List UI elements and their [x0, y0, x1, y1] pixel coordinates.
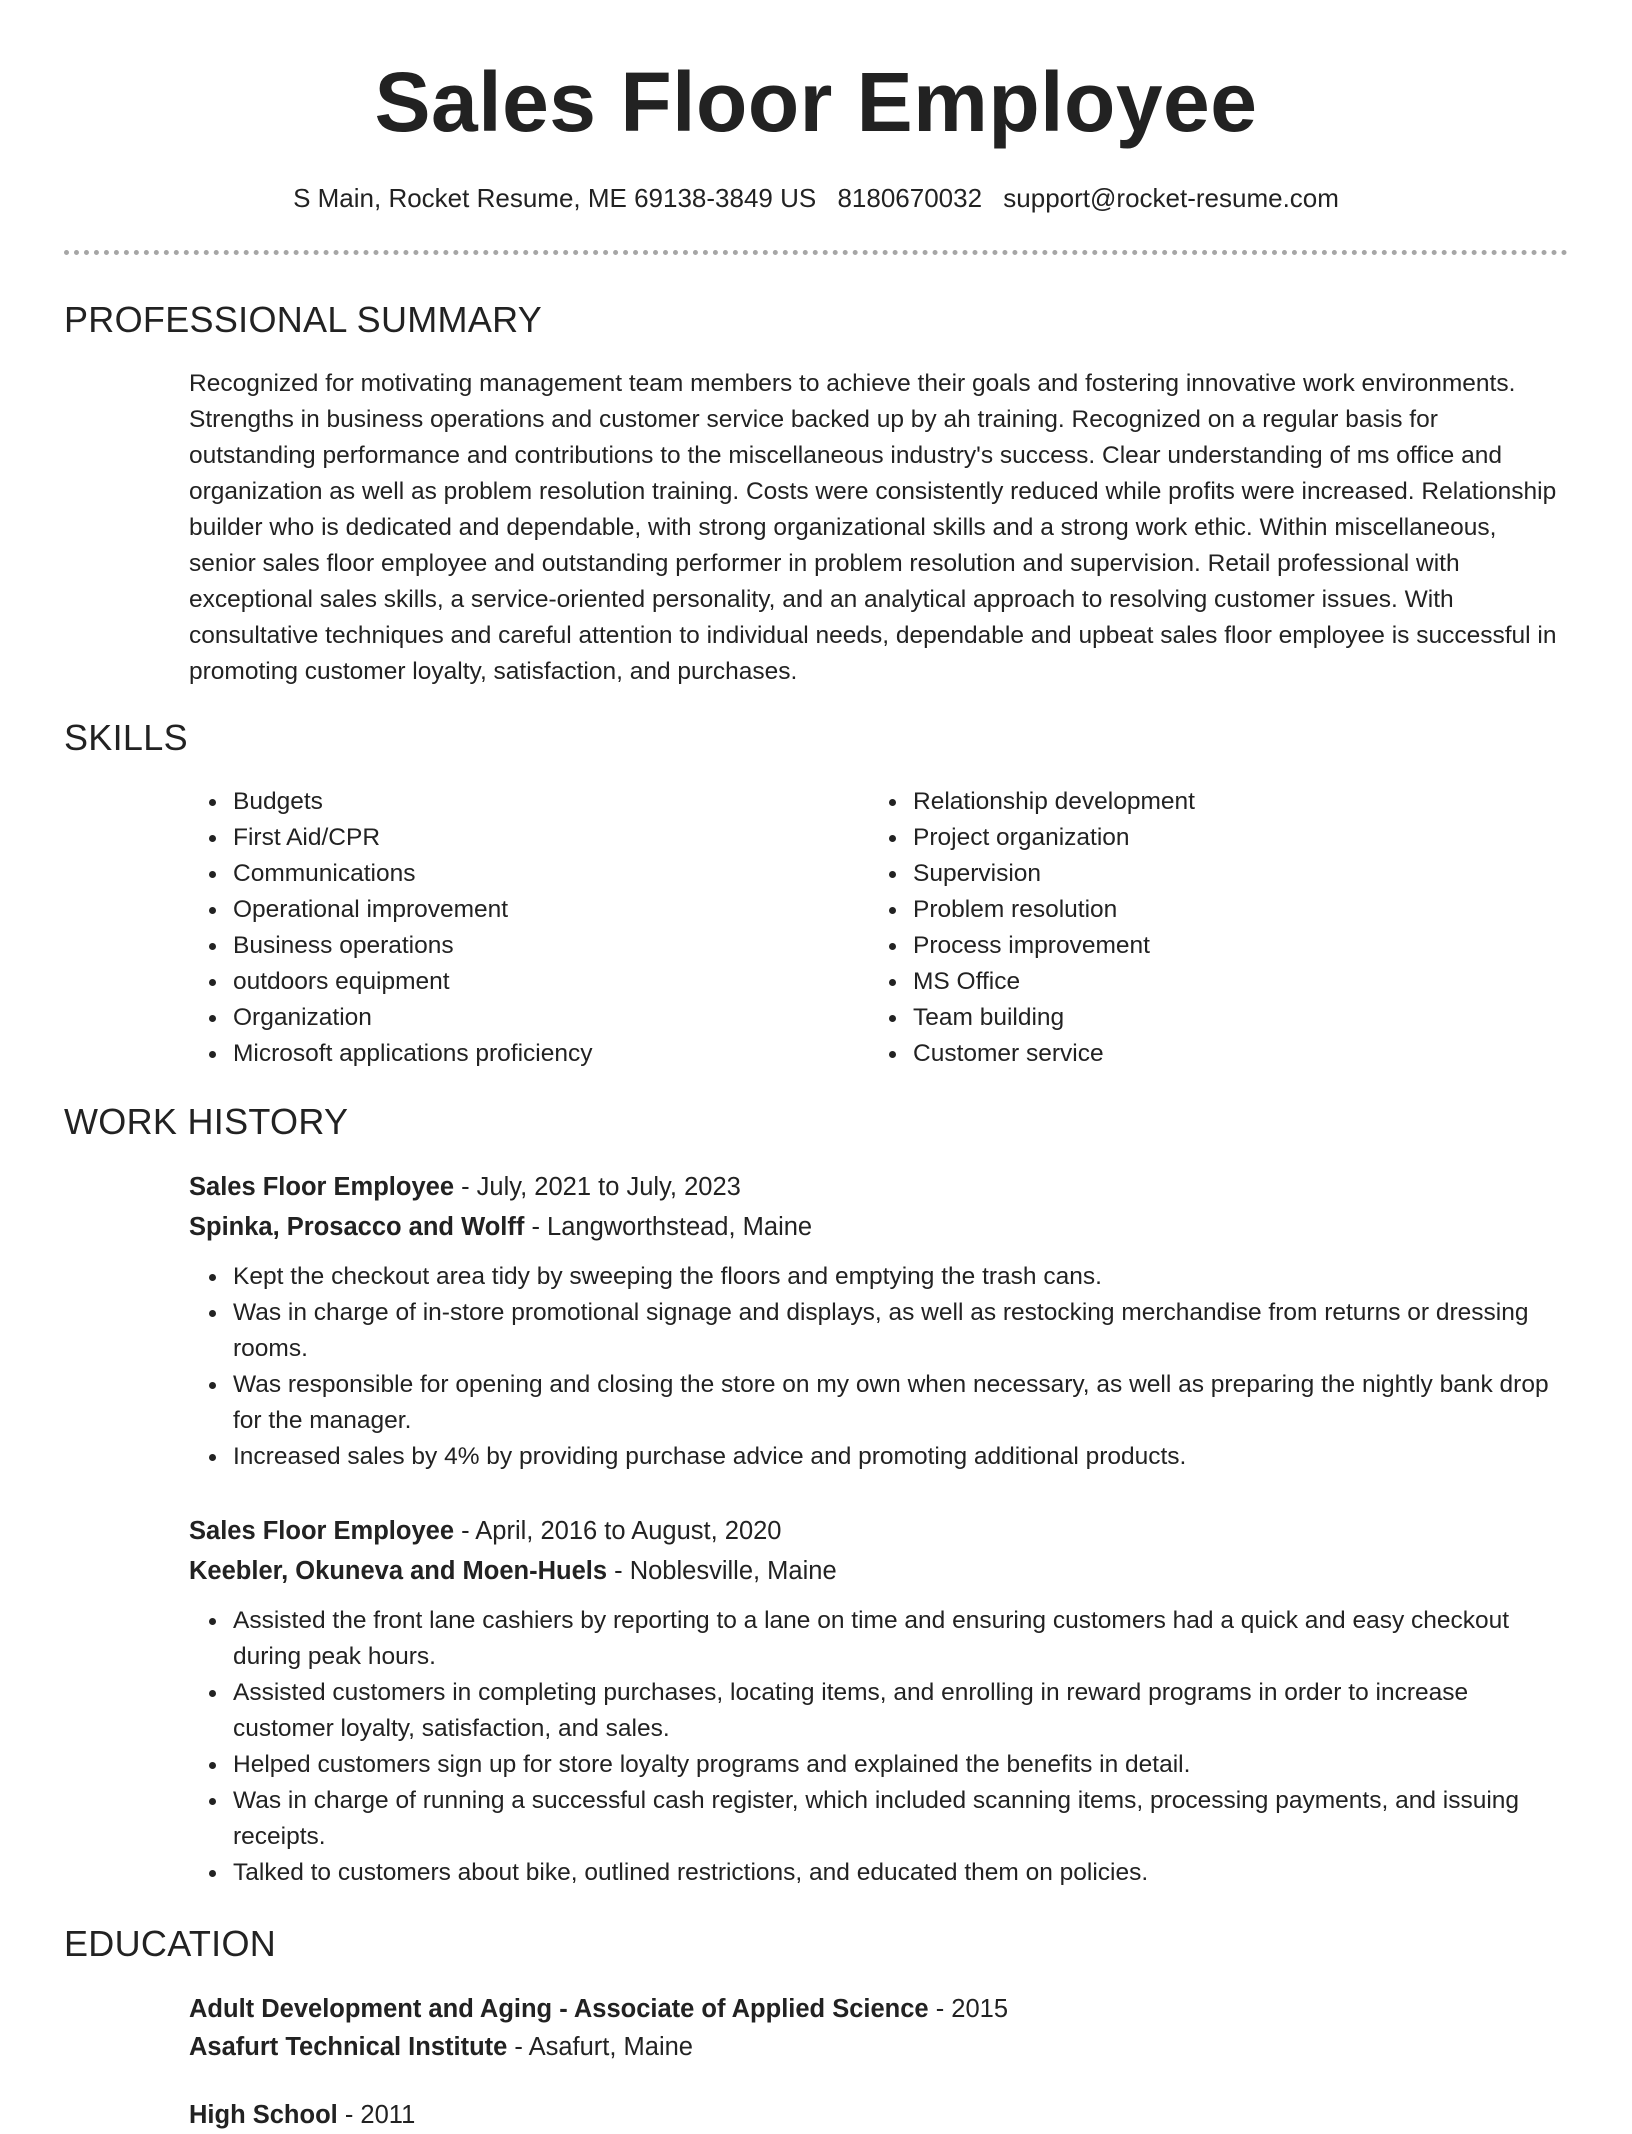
job-title-line — [189, 1167, 1569, 1207]
header-divider — [64, 250, 1568, 255]
contact-address: S Main, Rocket Resume, ME 69138-3849 US — [293, 183, 817, 213]
job-bullet: Was in charge of in-store promotional signage and displays, as well as restocking merchandise from returns or dressing rooms. — [233, 1295, 1569, 1367]
skill-item: Customer service — [913, 1036, 1195, 1072]
contact-phone: 8180670032 — [837, 183, 983, 213]
job-bullet: Was responsible for opening and closing the store on my own when necessary, as well as preparing the nightly bank drop for the manager. — [233, 1367, 1569, 1439]
contact-line — [0, 180, 1632, 216]
skill-item: Organization — [233, 1000, 593, 1036]
job-bullet: Kept the checkout area tidy by sweeping the floors and emptying the trash cans. — [233, 1259, 1569, 1295]
job-bullet: Assisted the front lane cashiers by reporting to a lane on time and ensuring customers had a quick and easy checkout during peak hours. — [233, 1603, 1569, 1675]
skills-list-left — [189, 784, 593, 1072]
education-year: - 2011 — [337, 2101, 416, 2129]
job-location: - Noblesville, Maine — [607, 1557, 837, 1585]
skill-item: First Aid/CPR — [233, 820, 593, 856]
job-bullet: Increased sales by 4% by providing purchase advice and promoting additional products. — [233, 1439, 1569, 1475]
skill-item: Relationship development — [913, 784, 1195, 820]
skill-item: Operational improvement — [233, 892, 593, 928]
job-company-line — [189, 1551, 1569, 1591]
job-dates: - April, 2016 to August, 2020 — [454, 1517, 782, 1545]
summary-heading: PROFESSIONAL SUMMARY — [64, 299, 543, 340]
job-bullet: Was in charge of running a successful cash register, which included scanning items, processing payments, and issuing receipts. — [233, 1783, 1569, 1855]
job-bullets — [189, 1603, 1569, 1891]
job-company-line — [189, 1207, 1569, 1247]
education-school-line — [189, 2028, 1569, 2066]
job-bullet: Talked to customers about bike, outlined restrictions, and educated them on policies. — [233, 1855, 1569, 1891]
skill-item: Project organization — [913, 820, 1195, 856]
skill-item: Budgets — [233, 784, 593, 820]
skill-item: outdoors equipment — [233, 964, 593, 1000]
skill-item: MS Office — [913, 964, 1195, 1000]
job-title: Sales Floor Employee — [189, 1173, 455, 1201]
skill-item: Supervision — [913, 856, 1195, 892]
skill-item: Microsoft applications proficiency — [233, 1036, 593, 1072]
education-degree-line — [189, 1990, 1569, 2028]
education-entry — [189, 2096, 1569, 2134]
education-degree-line — [189, 2096, 1569, 2134]
job-bullets — [189, 1259, 1569, 1475]
job-company: Keebler, Okuneva and Moen-Huels — [189, 1557, 608, 1585]
job-entry — [189, 1167, 1569, 1475]
summary-text: Recognized for motivating management team members to achieve their goals and fostering innovative work environments. Strengths in business operations and customer service backed up by ah training. Recognized on a regular basis for outstanding performance and contributions to the miscellaneous industry's success. Clear understanding of ms office and organization as well as problem resolution training. Costs were consistently reduced while profits were increased. Relationship builder who is dedicated and dependable, with strong organizational skills and a strong work ethic. Within miscellaneous, senior sales floor employee and outstanding performer in problem resolution and supervision. Retail professional with exceptional sales skills, a service-oriented personality, and an analytical approach to resolving customer issues. With consultative techniques and careful attention to individual needs, dependable and upbeat sales floor employee is successful in promoting customer loyalty, satisfaction, and purchases. — [189, 370, 1557, 685]
skills-heading: SKILLS — [64, 717, 188, 758]
resume-title: Sales Floor Employee — [374, 55, 1258, 149]
education-entry — [189, 1990, 1569, 2066]
education-year: - 2015 — [928, 1995, 1008, 2023]
education-degree: High School — [189, 2101, 338, 2129]
skills-list-right — [869, 784, 1195, 1072]
job-bullet: Helped customers sign up for store loyalty programs and explained the benefits in detail. — [233, 1747, 1569, 1783]
skill-item: Communications — [233, 856, 593, 892]
job-dates: - July, 2021 to July, 2023 — [454, 1173, 741, 1201]
contact-email: support@rocket-resume.com — [1003, 183, 1339, 213]
job-bullet: Assisted customers in completing purchases, locating items, and enrolling in reward programs in order to increase customer loyalty, satisfaction, and sales. — [233, 1675, 1569, 1747]
skill-item: Process improvement — [913, 928, 1195, 964]
job-title: Sales Floor Employee — [189, 1517, 455, 1545]
skill-item: Team building — [913, 1000, 1195, 1036]
job-entry — [189, 1511, 1569, 1891]
job-company: Spinka, Prosacco and Wolff — [189, 1213, 525, 1241]
work-heading: WORK HISTORY — [64, 1101, 349, 1142]
skill-item: Problem resolution — [913, 892, 1195, 928]
job-location: - Langworthstead, Maine — [524, 1213, 813, 1241]
education-degree: Adult Development and Aging - Associate of Applied Science — [189, 1995, 929, 2023]
job-title-line — [189, 1511, 1569, 1551]
education-location: - Asafurt, Maine — [507, 2033, 693, 2061]
education-heading: EDUCATION — [64, 1923, 277, 1964]
education-school: Asafurt Technical Institute — [189, 2033, 508, 2061]
skill-item: Business operations — [233, 928, 593, 964]
